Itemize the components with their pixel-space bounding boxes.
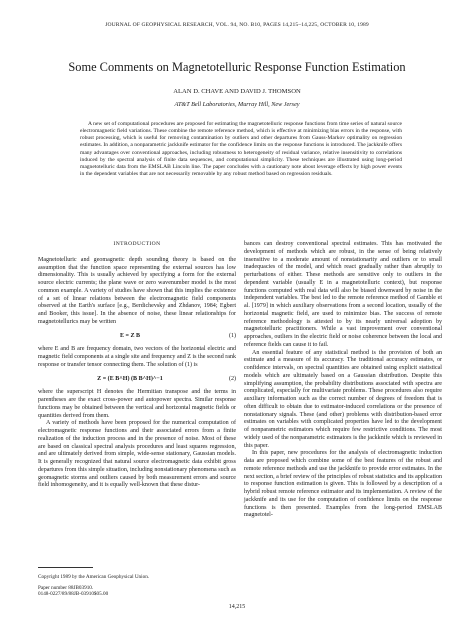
body-paragraph: where E and B are frequency domain, two vectors of the horizontal electric and magnetic field components at a single site and frequency and Z is the second rank response or transfer tensor connecting them. The solution of (1) is [38, 346, 236, 368]
affiliation: AT&T Bell Laboratories, Murray Hill, New Jersey [174, 101, 300, 108]
page-number: 14,215 [228, 604, 246, 610]
body-paragraph: Magnetotelluric and geomagnetic depth sounding theory is based on the assumption that the function space representing the external sources has low dimensionality. This is usually achieved by specifying a form for the external source electric currents; the plane wave or zero wavenumber model is the most common example. A variety of studies have shown that this implies the existence of a set of linear relations between the electromagnetic field components observed at the Earth's surface [e.g., Berdichevsky and Zhdanov, 1984; Egbert and Booker, this issue]. In the absence of noise, these linear relationships for magnetotellurics may be written [38, 256, 236, 325]
copyright-line: Copyright 1989 by the American Geophysical Union. [38, 574, 150, 580]
paper-number-line: Paper number 88JB03910. [38, 584, 94, 591]
right-column [244, 241, 442, 520]
copyright-footnote [38, 574, 236, 598]
paper-title: Some Comments on Magnetotelluric Response Function Estimation [68, 60, 406, 74]
equation-1 [38, 333, 236, 341]
equation-body: E = Z B [119, 332, 141, 339]
equation-body: Z = (E B^H) (B B^H)^−1 [97, 375, 163, 382]
body-paragraph: where the superscript H denotes the Hermitian transpose and the terms in parentheses are the exact cross-power and autopower spectra. Similar response functions may be obtained between the vertical and horizontal magnetic fields or quantities derived from them. [38, 389, 236, 419]
left-column [38, 241, 236, 490]
running-head: JOURNAL OF GEOPHYSICAL RESEARCH, VOL. 94, NO. B10, PAGES 14,215–14,225, OCTOBER 10, 1989 [105, 22, 369, 28]
equation-number: (2) [228, 375, 236, 382]
abstract: A new set of computational procedures are proposed for estimating the magnetotelluric response functions from time series of natural source electromagnetic field variations. These combine the remote reference method, which is effective at minimizing bias errors in the response, with robust processing, which is useful for removing contamination by outliers and other departures from Gauss-Markov optimality on regression estimates. In addition, a nonparametric jackknife estimator for the confidence limits on the response functions is introduced. The jackknife offers many advantages over conventional approaches, including robustness to heterogeneity of residual variance, relative insensitivity to correlations induced by the spectral analysis of finite data sequences, and computational simplicity. These techniques are illustrated using long-period magnetotelluric data from the EMSLAB Lincoln line. The paper concludes with a cautionary note about leverage effects by high power events in the dependent variables that are not necessarily removable by any robust method based on regression residuals. [80, 121, 402, 178]
equation-2 [38, 376, 236, 384]
section-heading-introduction: INTRODUCTION [113, 241, 161, 247]
equation-number: (1) [228, 332, 236, 339]
body-paragraph: bances can destroy conventional spectral estimates. This has motivated the development of methods which are robust, in the sense of being relatively insensitive to a moderate amount of nonstationarity and outliers or to small inadequacies of the model, and which react gradually rather than abruptly to perturbations of either. These methods are sensitive only to outliers in the dependent variable (usually E in a magnetotelluric context), but response functions computed with real data will also be biased downward by noise in the independent variables. The best led to the remote reference method of Gamble et al. [1979] in which auxiliary observations from a second location, usually of the horizontal magnetic field, are used to minimize bias. The success of remote reference methodology is attested to by its nearly universal adoption by magnetotelluric practitioners. While a vast improvement over conventional approaches, outliers in the electric field or noise coherence between the local and reference fields can cause it to fail. [244, 241, 442, 348]
issn-line: 0148-0227/89/88JB-03910$05.00 [38, 591, 109, 598]
authors: ALAN D. CHAVE AND DAVID J. THOMSON [173, 88, 301, 95]
body-paragraph: An essential feature of any statistical method is the provision of both an estimate and a measure of its accuracy. The traditional accuracy estimates, or confidence intervals, on spectral quantities are obtained using explicit statistical models which are ultimately based on a Gaussian distribution. Despite this simplifying assumption, the probability distributions associated with spectra are complicated, especially for multivariate problems. These procedures also require auxiliary information such as the correct number of degrees of freedom that is often difficult to obtain due to estimator-induced correlations or the presence of nonstationary signals. These (and other) problems with distribution-based error estimates on variables with complicated properties have led to the development of nonparametric estimators which require few restrictive conditions. The most widely used of the nonparametric estimators is the jackknife which is reviewed in this paper. [244, 349, 442, 449]
body-paragraph: A variety of methods have been proposed for the numerical computation of electromagnetic response functions and their associated errors from a finite realization of the induction process and in the presence of noise. Most of these are based on classical spectral analysis procedures and least squares regression, and are ultimately derived from simple, wide-sense stationary, Gaussian models. It is generally recognized that natural source electromagnetic data exhibit gross departures from this simple situation, including nonstationary phenomena such as geomagnetic storms and outliers caused by both measurement errors and source field inhomogeneity, and it is equally well-known that these distur- [38, 420, 236, 489]
footnote-divider [38, 567, 93, 568]
body-paragraph: In this paper, new procedures for the analysis of electromagnetic induction data are proposed which combine some of the best features of the robust and remote reference methods and use the jackknife to provide error estimates. In the next section, a brief review of the principles of robust statistics and its application to response function estimation is given. This is followed by a description of a hybrid robust remote reference estimator and its implementation. A review of the jackknife and its use for the computation of confidence limits on the response functions is then presented. Examples from the long-period EMSLAB magnetotel- [244, 450, 442, 519]
